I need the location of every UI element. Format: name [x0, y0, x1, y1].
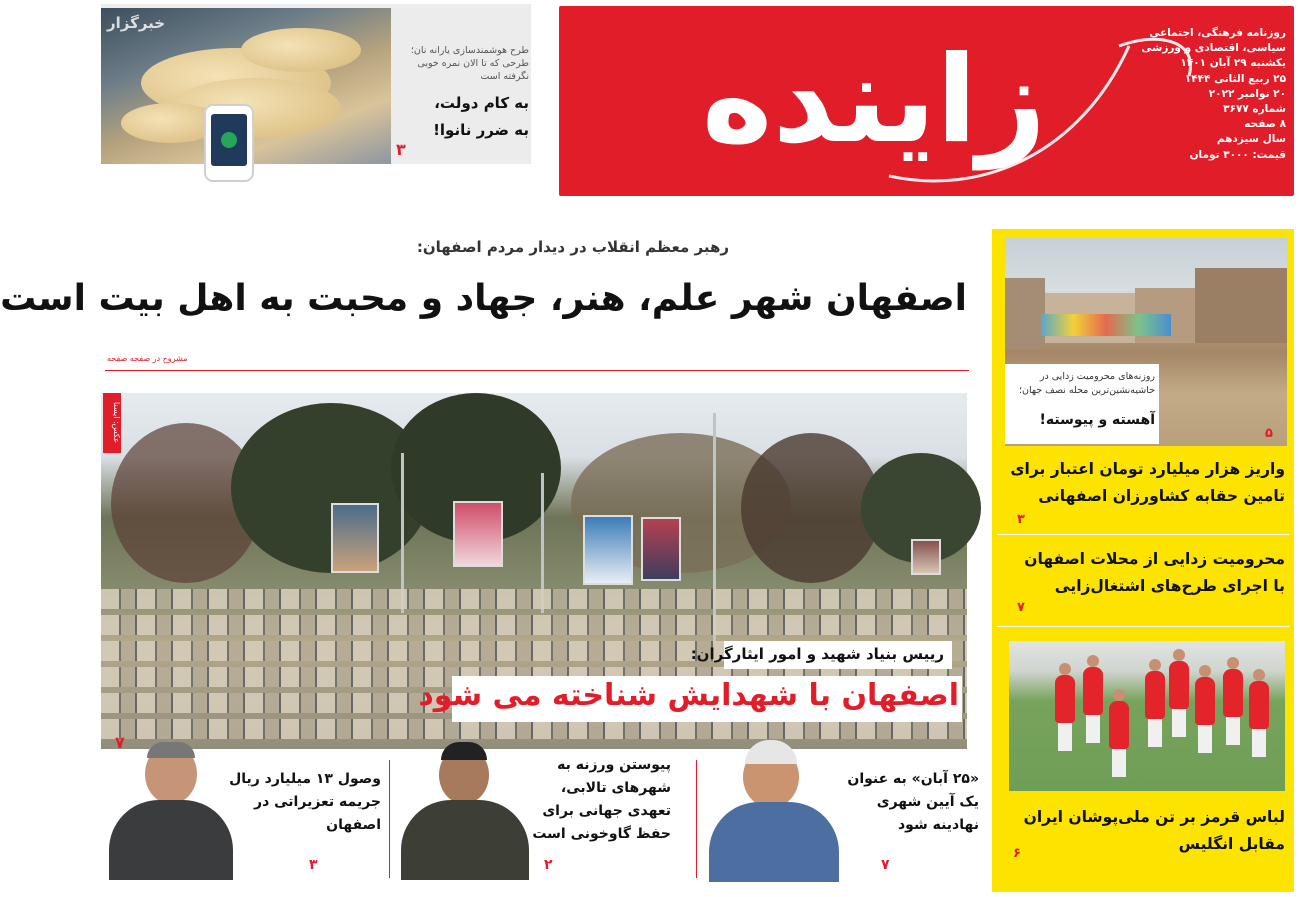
- story-line: یک آیین شهری: [876, 794, 979, 810]
- issue-info-line: روزنامه فرهنگی، اجتماعی: [1149, 27, 1286, 39]
- story-agriculture-funding[interactable]: [1010, 456, 1285, 510]
- issue-info-line: سال سیزدهم: [1216, 133, 1286, 146]
- column-divider: [696, 760, 697, 878]
- page-number: ۲: [544, 857, 553, 873]
- headline-kicker: رهبر معظم انقلاب در دیدار مردم اصفهان:: [416, 238, 729, 256]
- official-photo-1: [705, 740, 845, 876]
- page-number: ۳: [309, 857, 318, 873]
- story-line: پیوستن ورزنه به: [557, 757, 671, 773]
- story-line: نهادینه شود: [897, 817, 979, 833]
- official-photo-2: [395, 742, 535, 876]
- bread-photo: [101, 8, 391, 164]
- overlay-summary: روزنه‌های محرومیت زدایی در حاشیه‌نشین‌ترین محله نصف جهان؛: [1018, 371, 1155, 396]
- newspaper-logo: زاینده رود: [701, 31, 1047, 340]
- issue-info-line: ۲۵ ربیع الثانی ۱۴۴۴: [1184, 72, 1286, 85]
- story-fine-collection[interactable]: [229, 768, 381, 837]
- issue-info-line: ۲۰ نوامبر ۲۰۲۲: [1208, 87, 1286, 100]
- page-number: ۷: [881, 857, 890, 873]
- story-line: حفظ گاوخونی است: [532, 826, 671, 842]
- story-line: واریز هزار میلیارد تومان اعتبار برای: [1010, 460, 1285, 478]
- story-line: با اجرای طرح‌های اشتغال‌زایی: [1054, 577, 1285, 595]
- sub-kicker: رییس بنیاد شهید و امور ایثارگران:: [690, 645, 944, 663]
- teaser-title-line: به کام دولت،: [434, 94, 529, 112]
- story-line: لباس قرمز بر تن ملی‌پوشان ایران: [1023, 808, 1285, 826]
- page-number: ۷: [115, 733, 125, 752]
- story-national-team-kit[interactable]: [1024, 804, 1285, 858]
- divider: [997, 534, 1289, 535]
- main-headline[interactable]: اصفهان شهر علم، هنر، جهاد و محبت به اهل بیت است: [0, 278, 967, 319]
- issue-info-line: سیاسی، اقتصادی و ورزشی: [1141, 42, 1286, 55]
- headline-note: مشروح در صفحه صفحه: [107, 354, 188, 363]
- football-team-photo: [1009, 641, 1285, 791]
- page-number: ۷: [1017, 600, 1025, 615]
- story-line: جریمه تعزیراتی در: [254, 794, 381, 810]
- watermark: خبرگزار: [107, 14, 166, 32]
- issue-info-line: یکشنبه ۲۹ آبان ۱۴۰۱: [1180, 57, 1286, 70]
- page-number: ۳: [396, 140, 406, 159]
- story-line: مقابل انگلیس: [1178, 835, 1285, 853]
- issue-info-line: قیمت: ۳۰۰۰ تومان: [1189, 148, 1286, 161]
- story-line: تعهدی جهانی برای: [542, 803, 671, 819]
- official-photo-3: [109, 742, 235, 876]
- story-deprivation-removal[interactable]: [1024, 546, 1285, 600]
- issue-info-line: ۸ صفحه: [1244, 118, 1286, 131]
- column-divider: [389, 760, 390, 878]
- story-line: تامین حقابه کشاورزان اصفهانی: [1038, 487, 1285, 505]
- story-line: محرومیت زدایی از محلات اصفهان: [1024, 550, 1285, 568]
- issue-info: [1141, 26, 1286, 163]
- story-varzaneh-wetland[interactable]: [532, 754, 671, 846]
- page-number: ۳: [1017, 512, 1025, 527]
- story-line: شهرهای تالابی،: [560, 780, 671, 796]
- story-line: «۲۵ آبان» به عنوان: [847, 771, 979, 787]
- story-line: وصول ۱۳ میلیارد ریال: [229, 771, 381, 787]
- divider: [105, 370, 969, 371]
- teaser-title-line: به ضرر نانوا!: [433, 121, 529, 139]
- story-25-aban[interactable]: [847, 768, 979, 837]
- divider: [997, 626, 1289, 627]
- overlay-title[interactable]: آهسته و پیوسته!: [1039, 412, 1155, 428]
- teaser-summary: طرح هوشمندسازی یارانه نان؛ طرحی که تا الان نمره خوبی نگرفته است: [410, 45, 529, 82]
- teaser-title[interactable]: [394, 90, 529, 144]
- sub-headline[interactable]: اصفهان با شهدایش شناخته می شود: [418, 678, 959, 713]
- page-number: ۵: [1265, 426, 1273, 441]
- page-number: ۶: [1013, 846, 1021, 861]
- story-line: اصفهان: [326, 817, 381, 833]
- phone-image: [204, 104, 254, 182]
- photo-credit: عکس: ایسنا: [103, 393, 121, 453]
- issue-info-line: شماره ۳۶۷۷: [1223, 103, 1286, 116]
